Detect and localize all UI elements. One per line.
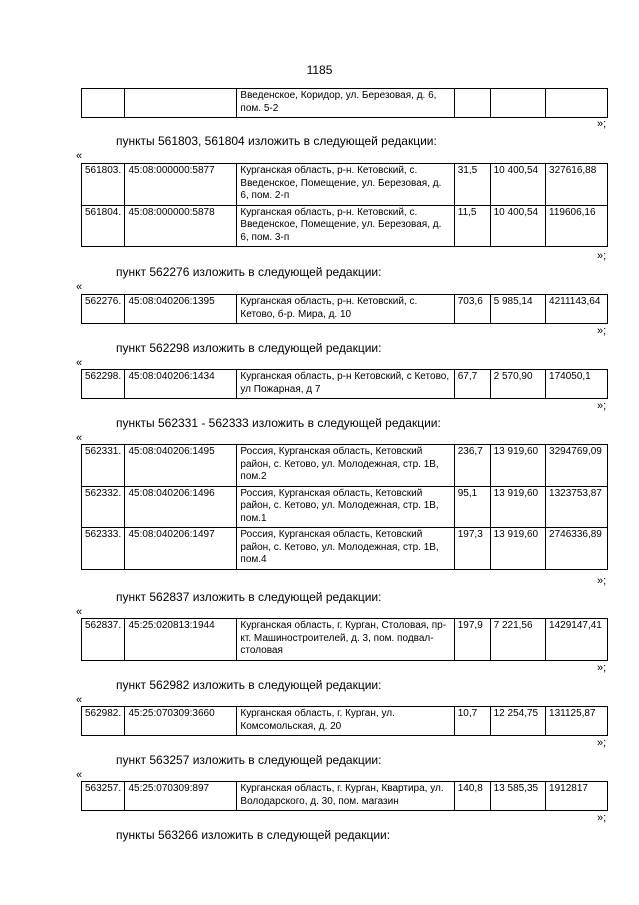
cell-cadastral-number: 45:08:000000:5877 — [125, 164, 237, 206]
close-quote: »; — [597, 812, 607, 824]
cell-item-number: 562276. — [82, 295, 125, 324]
cell-address: Курганская область, р-н Кетовский, с Кетово, ул Пожарная, д 7 — [237, 370, 454, 399]
cell-area: 140,8 — [454, 782, 490, 811]
cell-area: 31,5 — [454, 164, 490, 206]
cell-specific-value: 2 570,90 — [490, 370, 545, 399]
cell-item-number: 562331. — [82, 445, 125, 487]
table-row — [82, 707, 608, 736]
cell-area: 197,3 — [454, 528, 490, 570]
cell-cadastral-number: 45:08:000000:5878 — [125, 205, 237, 247]
cell-specific-value: 5 985,14 — [490, 295, 545, 324]
cell-area: 95,1 — [454, 486, 490, 528]
section-heading: пункт 562837 изложить в следующей редакции: — [116, 590, 382, 604]
open-quote: « — [76, 769, 83, 781]
open-quote: « — [76, 357, 83, 369]
close-quote: »; — [597, 400, 607, 412]
register-table — [81, 369, 608, 399]
cell-item-number: 563257. — [82, 782, 125, 811]
cell-cadastral-value: 4211143,64 — [546, 295, 608, 324]
cell-specific-value: 13 919,60 — [490, 528, 545, 570]
cell-address: Россия, Курганская область, Кетовский район, с. Кетово, ул. Молодежная, стр. 1В, пом.1 — [237, 486, 454, 528]
open-quote: « — [76, 150, 83, 162]
cell-cadastral-number: 45:08:040206:1497 — [125, 528, 237, 570]
cell-item-number: 562837. — [82, 619, 125, 661]
open-quote: « — [76, 694, 83, 706]
section-heading: пункты 562331 - 562333 изложить в следующей редакции: — [116, 416, 441, 430]
cell-area: 236,7 — [454, 445, 490, 487]
cell-cadastral-number: 45:25:020813:1944 — [125, 619, 237, 661]
cell-cadastral-number: 45:08:040206:1495 — [125, 445, 237, 487]
cell-address: Курганская область, г. Курган, Столовая, пр-кт. Машиностроителей, д. 3, пом. подвал-столовая — [237, 619, 454, 661]
table-row — [82, 486, 608, 528]
cell-cadastral-value — [546, 89, 608, 118]
table-row — [82, 370, 608, 399]
section-heading: пункты 561803, 561804 изложить в следующей редакции: — [116, 134, 437, 148]
cell-address: Курганская область, р-н. Кетовский, с. Кетово, б-р. Мира, д. 10 — [237, 295, 454, 324]
cell-item-number: 562332. — [82, 486, 125, 528]
section-heading: пункт 562298 изложить в следующей редакции: — [116, 341, 382, 355]
cell-item-number — [82, 89, 125, 118]
table-row — [82, 619, 608, 661]
register-table — [81, 781, 608, 811]
section-heading: пункт 562982 изложить в следующей редакции: — [116, 678, 382, 692]
cell-cadastral-number: 45:08:040206:1434 — [125, 370, 237, 399]
page-number: 1185 — [306, 63, 333, 77]
cell-specific-value: 10 400,54 — [490, 205, 545, 247]
cell-cadastral-number: 45:08:040206:1395 — [125, 295, 237, 324]
cell-address: Курганская область, р-н. Кетовский, с. Введенское, Помещение, ул. Березовая, д. 6, пом. 3-п — [237, 205, 454, 247]
cell-area: 197,9 — [454, 619, 490, 661]
cell-specific-value: 13 585,35 — [490, 782, 545, 811]
cell-area: 67,7 — [454, 370, 490, 399]
table-row — [82, 445, 608, 487]
cell-specific-value: 13 919,60 — [490, 486, 545, 528]
cell-address: Курганская область, р-н. Кетовский, с. Введенское, Помещение, ул. Березовая, д. 6, пом. 2-п — [237, 164, 454, 206]
close-quote: »; — [597, 118, 607, 130]
cell-specific-value: 13 919,60 — [490, 445, 545, 487]
register-table-fragment — [81, 88, 608, 118]
close-quote: »; — [597, 737, 607, 749]
open-quote: « — [76, 432, 83, 444]
cell-cadastral-number: 45:08:040206:1496 — [125, 486, 237, 528]
table-row — [82, 295, 608, 324]
register-table — [81, 294, 608, 324]
table-row — [82, 164, 608, 206]
cell-item-number: 561803. — [82, 164, 125, 206]
cell-area: 11,5 — [454, 205, 490, 247]
cell-item-number: 562982. — [82, 707, 125, 736]
section-heading: пункт 563257 изложить в следующей редакции: — [116, 753, 382, 767]
cell-area — [454, 89, 490, 118]
close-quote: »; — [597, 325, 607, 337]
cell-cadastral-value: 2746336,89 — [546, 528, 608, 570]
cell-address: Россия, Курганская область, Кетовский район, с. Кетово, ул. Молодежная, стр. 1В, пом.2 — [237, 445, 454, 487]
cell-cadastral-value: 131125,87 — [546, 707, 608, 736]
cell-cadastral-value: 119606,16 — [546, 205, 608, 247]
open-quote: « — [76, 281, 83, 293]
register-table — [81, 706, 608, 736]
cell-cadastral-value: 327616,88 — [546, 164, 608, 206]
section-heading: пункты 563266 изложить в следующей редакции: — [116, 828, 391, 842]
table-row — [82, 205, 608, 247]
cell-specific-value: 7 221,56 — [490, 619, 545, 661]
cell-item-number: 561804. — [82, 205, 125, 247]
register-table — [81, 618, 608, 661]
open-quote: « — [76, 606, 83, 618]
cell-address: Введенское, Коридор, ул. Березовая, д. 6, пом. 5-2 — [237, 89, 454, 118]
close-quote: »; — [597, 662, 607, 674]
cell-area: 10,7 — [454, 707, 490, 736]
cell-specific-value — [490, 89, 545, 118]
cell-cadastral-value: 1323753,87 — [546, 486, 608, 528]
table-row — [82, 89, 608, 118]
cell-cadastral-number — [125, 89, 237, 118]
cell-cadastral-number: 45:25:070309:3660 — [125, 707, 237, 736]
cell-item-number: 562298. — [82, 370, 125, 399]
register-table — [81, 163, 608, 247]
cell-specific-value: 10 400,54 — [490, 164, 545, 206]
cell-cadastral-value: 1912817 — [546, 782, 608, 811]
cell-cadastral-number: 45:25:070309:897 — [125, 782, 237, 811]
cell-specific-value: 12 254,75 — [490, 707, 545, 736]
register-table — [81, 444, 608, 570]
cell-cadastral-value: 1429147,41 — [546, 619, 608, 661]
cell-address: Курганская область, г. Курган, ул. Комсомольская, д. 20 — [237, 707, 454, 736]
table-row — [82, 528, 608, 570]
cell-area: 703,6 — [454, 295, 490, 324]
cell-address: Россия, Курганская область, Кетовский район, с. Кетово, ул. Молодежная, стр. 1В, пом.4 — [237, 528, 454, 570]
close-quote: »; — [597, 250, 607, 262]
cell-item-number: 562333. — [82, 528, 125, 570]
cell-cadastral-value: 174050,1 — [546, 370, 608, 399]
cell-cadastral-value: 3294769,09 — [546, 445, 608, 487]
close-quote: »; — [597, 575, 607, 587]
table-row — [82, 782, 608, 811]
cell-address: Курганская область, г. Курган, Квартира, ул. Володарского, д. 30, пом. магазин — [237, 782, 454, 811]
section-heading: пункт 562276 изложить в следующей редакции: — [116, 265, 382, 279]
